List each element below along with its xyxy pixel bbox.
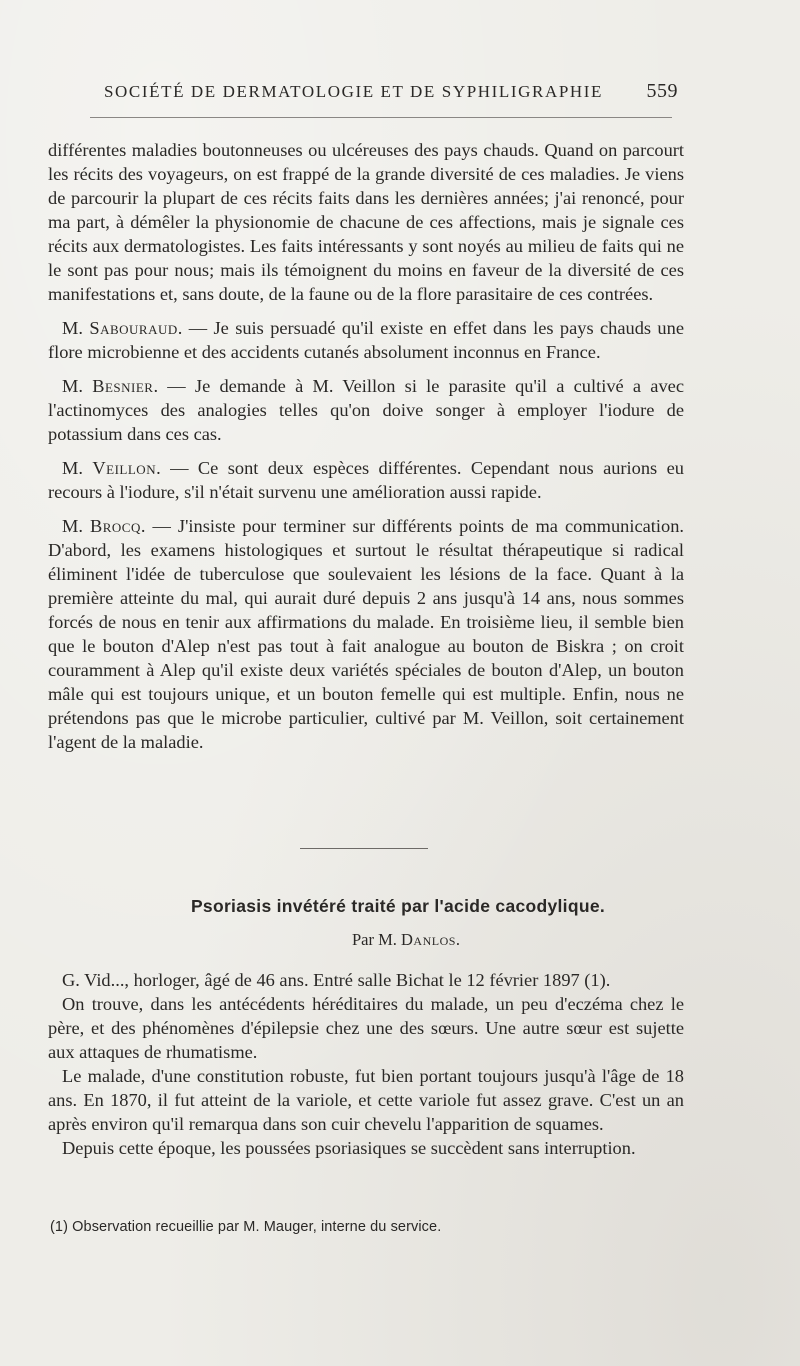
paragraph-text: . — Je demande à M. Veillon si le parasite qu'il a cultivé a avec l'actinomyces des analogies telles qu'on doive songer à employer l'iodure de potassium dans ces cas.: [48, 376, 684, 444]
header-rule: [90, 117, 672, 118]
byline: [48, 930, 764, 950]
discussion-text: [48, 138, 684, 754]
paragraph-text: . — J'insiste pour terminer sur différents points de ma communication. D'abord, les examens histologiques et surtout le résultat thérapeutique si radical éliminent l'idée de tuberculose que soulevaient les lésions de la face. Quant à la première atteinte du mal, qui aurait duré depuis 2 ans jusqu'à 14 ans, nous sommes forcés de nous en tenir aux affirmations du malade. En troisième lieu, il semble bien que le bouton d'Alep n'est pas tout à fait analogue au bouton de Biskra ; on croit couramment à Alep qu'il existe deux variétés spéciales de bouton d'Alep, un bouton mâle qui est toujours unique, et un bouton femelle qui est multiple. Enfin, nous ne prétendons pas que le microbe particulier, cultivé par M. Veillon, soit certainement l'agent de la maladie.: [48, 516, 684, 752]
byline-prefix: Par M.: [351, 930, 401, 949]
speaker-name: Besnier: [92, 376, 154, 396]
speaker-name: Brocq: [89, 516, 141, 536]
section-separator: [300, 848, 428, 849]
case-text: [48, 968, 684, 1160]
footnote: (1) Observation recueillie par M. Mauger, interne du service.: [50, 1219, 442, 1235]
byline-author: Danlos: [401, 930, 456, 949]
paragraph-besnier: [48, 374, 684, 446]
speaker-prefix: M.: [62, 318, 90, 338]
paragraph-sabouraud: [48, 316, 684, 364]
case-paragraph: Le malade, d'une constitution robuste, fut bien portant toujours jusqu'à l'âge de 18 ans. En 1870, il fut atteint de la variole, et cette variole fut assez grave. C'est un an après environ qu'il remarqua dans son cuir chevelu l'apparition de squames.: [48, 1066, 684, 1134]
byline-suffix: .: [455, 930, 461, 949]
paragraph-brocq: [48, 514, 684, 754]
running-title: SOCIÉTÉ DE DERMATOLOGIE ET DE SYPHILIGRAPHIE: [104, 82, 604, 101]
speaker-prefix: M.: [62, 458, 93, 478]
case-paragraph: On trouve, dans les antécédents héréditaires du malade, un peu d'eczéma chez le père, et des phénomènes d'épilepsie chez une des sœurs. Une autre sœur est sujette aux attaques de rhumatisme.: [48, 994, 684, 1062]
speaker-prefix: M.: [62, 516, 90, 536]
speaker-name: Sabouraud: [89, 318, 178, 338]
paragraph-continuation: différentes maladies boutonneuses ou ulcéreuses des pays chauds. Quand on parcourt les récits des voyageurs, on est frappé de la grande diversité de ces maladies. Je viens de parcourir la plupart de ces récits faits dans les dernières années; j'ai renoncé, pour ma part, à démêler la physionomie de chacune de ces affections, mais je signale ces récits aux dermatologistes. Les faits intéressants y sont noyés au milieu de faits qui ne le sont pas pour nous; mais ils témoignent du moins en faveur de la diversité de ces manifestations et, sans doute, de la faune ou de la flore parasitaire de ces contrées.: [48, 140, 684, 304]
section-title: Psoriasis invétéré traité par l'acide cacodylique.: [190, 896, 606, 916]
paragraph-veillon: [48, 456, 684, 504]
paragraph-text: . — Je suis persuadé qu'il existe en effet dans les pays chauds une flore microbienne et des accidents cutanés absolument inconnus en France.: [48, 318, 684, 362]
speaker-name: Veillon: [92, 458, 157, 478]
case-paragraph: G. Vid..., horloger, âgé de 46 ans. Entré salle Bichat le 12 février 1897 (1).: [62, 970, 611, 990]
speaker-prefix: M.: [62, 376, 93, 396]
paragraph-text: . — Ce sont deux espèces différentes. Cependant nous aurions eu recours à l'iodure, s'il n'était survenu une amélioration aussi rapide.: [48, 458, 684, 502]
running-head: [104, 82, 678, 110]
page-number: 559: [646, 80, 678, 102]
case-paragraph: Depuis cette époque, les poussées psoriasiques se succèdent sans interruption.: [62, 1138, 636, 1158]
